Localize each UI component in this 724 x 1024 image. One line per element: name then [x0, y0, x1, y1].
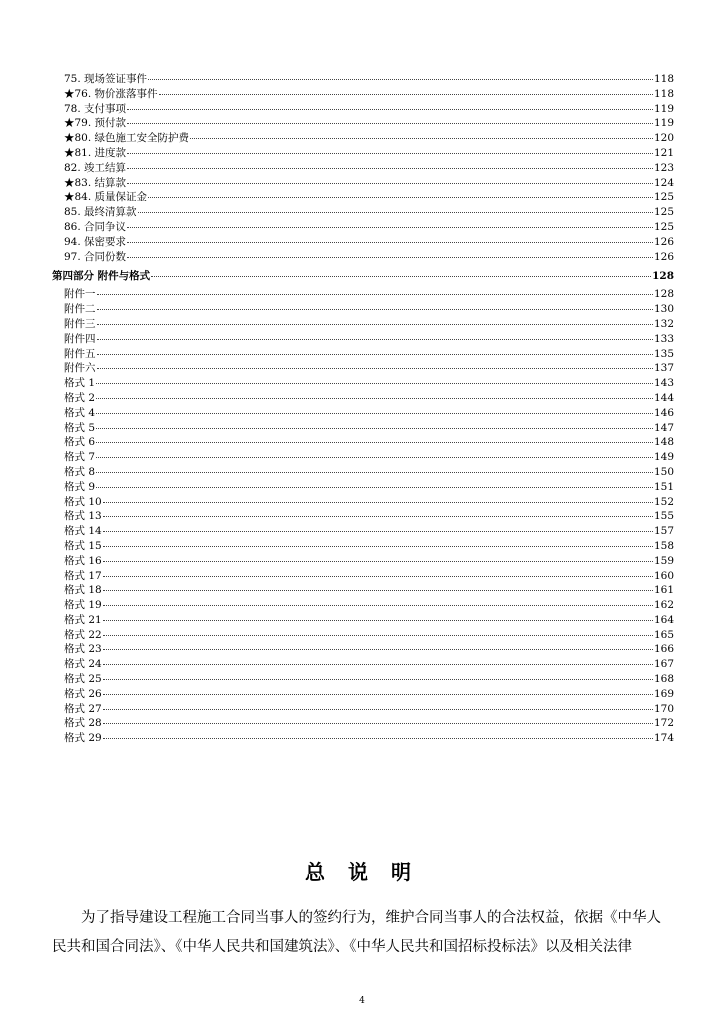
toc-entry-label: 格式 9: [64, 480, 96, 493]
toc-entry-label: 附件五: [64, 347, 96, 360]
toc-entry-label: 格式 14: [64, 525, 102, 538]
toc-entry-page: 155: [653, 510, 674, 523]
toc-leader-dots: [151, 268, 651, 277]
toc-entry-label: 格式 4: [64, 406, 96, 419]
toc-entry-page: 152: [653, 495, 674, 508]
toc-leader-dots: [103, 627, 653, 636]
toc-entry-page: 128: [653, 288, 674, 301]
toc-entry[interactable]: [52, 628, 674, 643]
toc-leader-dots: [103, 641, 653, 650]
toc-entry[interactable]: [52, 495, 674, 510]
toc-entry-page: 162: [653, 599, 674, 612]
toc-entry-page: 143: [653, 377, 674, 390]
toc-leader-dots: [97, 360, 653, 369]
toc-leader-dots: [103, 494, 653, 503]
toc-entry[interactable]: [52, 220, 674, 235]
toc-entry[interactable]: [52, 465, 674, 480]
toc-entry[interactable]: [52, 598, 674, 613]
toc-entry[interactable]: [52, 116, 674, 131]
toc-entry-page: 164: [653, 613, 674, 626]
toc-leader-dots: [103, 553, 653, 562]
toc-entry[interactable]: [52, 302, 674, 317]
toc-entry-label: 格式 19: [64, 599, 102, 612]
toc-leader-dots: [103, 671, 653, 680]
toc-leader-dots: [103, 612, 653, 621]
toc-entry-page: 120: [653, 132, 674, 145]
toc-entry[interactable]: [52, 731, 674, 746]
toc-part-page: 128: [652, 270, 674, 283]
toc-entry-page: 159: [653, 554, 674, 567]
toc-leader-dots: [103, 730, 653, 739]
toc-entry-label: 78. 支付事项: [64, 102, 127, 115]
toc-entry-label: ★76. 物价涨落事件: [64, 87, 158, 100]
toc-entry-label: 附件六: [64, 362, 96, 375]
toc-leader-dots: [97, 286, 653, 295]
toc-entry-label: 94. 保密要求: [64, 235, 127, 248]
toc-entry[interactable]: [52, 332, 674, 347]
toc-leader-dots: [97, 331, 653, 340]
toc-entry-page: 169: [653, 687, 674, 700]
toc-entry[interactable]: [52, 524, 674, 539]
toc-entry-label: 格式 6: [64, 436, 96, 449]
toc-entry-page: 118: [653, 87, 674, 100]
toc-part-label: 第四部分 附件与格式: [52, 270, 151, 283]
toc-entry-label: 附件四: [64, 332, 96, 345]
toc-entry-page: 137: [653, 362, 674, 375]
toc-leader-dots: [96, 390, 653, 399]
toc-entry-label: 格式 10: [64, 495, 102, 508]
toc-entry-page: 148: [653, 436, 674, 449]
toc-entry[interactable]: [52, 539, 674, 554]
toc-leader-dots: [127, 160, 653, 169]
toc-entry[interactable]: [52, 131, 674, 146]
toc-entry[interactable]: [52, 146, 674, 161]
toc-entry-page: 157: [653, 525, 674, 538]
toc-entry-page: 158: [653, 539, 674, 552]
toc-entry-page: 160: [653, 569, 674, 582]
toc-leader-dots: [97, 301, 653, 310]
toc-leader-dots: [159, 86, 653, 95]
toc-entry-label: 82. 竣工结算: [64, 161, 127, 174]
toc-entry[interactable]: [52, 250, 674, 265]
toc-entry-label: 格式 8: [64, 465, 96, 478]
toc-entry-label: 格式 28: [64, 717, 102, 730]
section-title: 总 说 明: [305, 860, 419, 884]
toc-entry-label: 格式 18: [64, 584, 102, 597]
toc-entry-label: 格式 1: [64, 377, 96, 390]
toc-entry[interactable]: [52, 435, 674, 450]
page-number: 4: [359, 996, 365, 1006]
toc-entry-page: 119: [653, 117, 674, 130]
toc-entry-label: 附件三: [64, 317, 96, 330]
toc-entry[interactable]: [52, 347, 674, 362]
toc-entry-label: 75. 现场签证事件: [64, 73, 148, 85]
toc-entry[interactable]: [52, 190, 674, 205]
toc-leader-dots: [148, 71, 653, 80]
toc-entry[interactable]: [52, 450, 674, 465]
toc-entry-page: 132: [653, 317, 674, 330]
toc-entry[interactable]: [52, 480, 674, 495]
toc-entry-page: 150: [653, 465, 674, 478]
toc-entry-label: ★83. 结算款: [64, 176, 127, 189]
toc-leader-dots: [138, 204, 653, 213]
toc-leader-dots: [127, 115, 653, 124]
toc-leader-dots: [103, 686, 653, 695]
toc-entry-page: 161: [653, 584, 674, 597]
toc-entry-page: 118: [653, 73, 674, 85]
toc-leader-dots: [96, 479, 653, 488]
toc-entry-label: ★80. 绿色施工安全防护费: [64, 132, 190, 145]
toc-entry-page: 151: [653, 480, 674, 493]
toc-entry[interactable]: [52, 613, 674, 628]
toc-entry-label: 97. 合同份数: [64, 250, 127, 263]
toc-leader-dots: [96, 420, 653, 429]
toc-entry-label: 格式 23: [64, 643, 102, 656]
toc-entry[interactable]: [52, 72, 674, 87]
toc-entry-page: 146: [653, 406, 674, 419]
toc-entry-label: ★84. 质量保证金: [64, 191, 148, 204]
paragraph-line: 民共和国合同法》、《中华人民共和国建筑法》、《中华人民共和国招标投标法》以及相关法律: [52, 939, 632, 955]
toc-leader-dots: [103, 656, 653, 665]
toc-section-list: [52, 72, 674, 264]
toc-entry-page: 126: [653, 235, 674, 248]
toc-entry-page: 130: [653, 303, 674, 316]
toc-leader-dots: [127, 101, 653, 110]
toc-entry[interactable]: [52, 287, 674, 302]
toc-entry-label: 附件二: [64, 303, 96, 316]
toc-leader-dots: [96, 464, 653, 473]
toc-entry[interactable]: [52, 102, 674, 117]
toc-leader-dots: [96, 434, 653, 443]
toc-entry-label: 格式 17: [64, 569, 102, 582]
toc-leader-dots: [127, 175, 653, 184]
toc-entry[interactable]: [52, 583, 674, 598]
toc-entry-label: 格式 2: [64, 391, 96, 404]
toc-entry-label: 格式 15: [64, 539, 102, 552]
toc-leader-dots: [103, 538, 653, 547]
toc-leader-dots: [190, 130, 653, 139]
toc-leader-dots: [96, 405, 653, 414]
toc-leader-dots: [127, 219, 653, 228]
intro-paragraph: [52, 904, 674, 962]
toc-entry-page: 125: [653, 191, 674, 204]
toc-entry-page: 168: [653, 673, 674, 686]
toc-entry-page: 121: [653, 146, 674, 159]
toc-entry[interactable]: [52, 406, 674, 421]
toc-entry-page: 125: [653, 206, 674, 219]
toc-part-four[interactable]: [52, 267, 674, 285]
toc-entry[interactable]: [52, 687, 674, 702]
toc-entry[interactable]: [52, 376, 674, 391]
toc-leader-dots: [97, 316, 653, 325]
toc-leader-dots: [127, 249, 653, 258]
toc-leader-dots: [148, 189, 653, 198]
toc-entry-page: 165: [653, 628, 674, 641]
toc-leader-dots: [96, 375, 653, 384]
toc-entry-page: 123: [653, 161, 674, 174]
toc-entry-label: 格式 27: [64, 702, 102, 715]
toc-leader-dots: [103, 701, 653, 710]
toc-entry-label: 格式 25: [64, 673, 102, 686]
paragraph-line: 为了指导建设工程施工合同当事人的签约行为，维护合同当事人的合法权益，依据《中华人: [81, 910, 661, 926]
toc-entry-label: 格式 16: [64, 554, 102, 567]
toc-entry-label: 86. 合同争议: [64, 220, 127, 233]
toc-entry-page: 170: [653, 702, 674, 715]
toc-leader-dots: [103, 582, 653, 591]
toc-entry-page: 125: [653, 220, 674, 233]
toc-entry-label: 格式 26: [64, 687, 102, 700]
toc-entry-page: 126: [653, 250, 674, 263]
toc-entry-label: ★81. 进度款: [64, 146, 127, 159]
toc-entry-page: 174: [653, 732, 674, 745]
toc-entry[interactable]: [52, 361, 674, 376]
toc-entry[interactable]: [52, 702, 674, 717]
toc-leader-dots: [97, 346, 653, 355]
toc-entry[interactable]: [52, 421, 674, 436]
toc-entry-page: 124: [653, 176, 674, 189]
toc-entry-page: 166: [653, 643, 674, 656]
toc-leader-dots: [103, 508, 653, 517]
toc-leader-dots: [127, 145, 653, 154]
toc-entry-label: 格式 29: [64, 732, 102, 745]
toc-entry-label: 85. 最终清算款: [64, 206, 137, 219]
toc-entry-page: 167: [653, 658, 674, 671]
toc-entry-page: 133: [653, 332, 674, 345]
table-of-contents: [52, 72, 674, 746]
toc-entry[interactable]: [52, 391, 674, 406]
toc-entry[interactable]: [52, 657, 674, 672]
toc-entry-page: 144: [653, 391, 674, 404]
toc-leader-dots: [103, 568, 653, 577]
toc-entry-label: 附件一: [64, 288, 96, 301]
toc-leader-dots: [103, 715, 653, 724]
toc-entry-label: 格式 5: [64, 421, 96, 434]
toc-leader-dots: [96, 449, 653, 458]
toc-entry[interactable]: [52, 205, 674, 220]
toc-entry-label: ★79. 预付款: [64, 117, 127, 130]
toc-entry[interactable]: [52, 176, 674, 191]
toc-leader-dots: [127, 234, 653, 243]
toc-entry-label: 格式 7: [64, 451, 96, 464]
toc-entry-page: 172: [653, 717, 674, 730]
toc-entry[interactable]: [52, 235, 674, 250]
toc-entry[interactable]: [52, 716, 674, 731]
toc-entry-page: 135: [653, 347, 674, 360]
toc-leader-dots: [103, 523, 653, 532]
toc-entry-label: 格式 21: [64, 613, 102, 626]
toc-entry-page: 119: [653, 102, 674, 115]
toc-appendix-list: [52, 287, 674, 746]
toc-entry-label: 格式 24: [64, 658, 102, 671]
toc-entry[interactable]: [52, 642, 674, 657]
toc-entry[interactable]: [52, 317, 674, 332]
toc-entry-page: 149: [653, 451, 674, 464]
toc-entry[interactable]: [52, 87, 674, 102]
toc-entry[interactable]: [52, 672, 674, 687]
toc-entry[interactable]: [52, 554, 674, 569]
toc-entry[interactable]: [52, 161, 674, 176]
toc-entry-label: 格式 22: [64, 628, 102, 641]
toc-entry[interactable]: [52, 569, 674, 584]
toc-entry-label: 格式 13: [64, 510, 102, 523]
toc-leader-dots: [103, 597, 653, 606]
toc-entry-page: 147: [653, 421, 674, 434]
toc-entry[interactable]: [52, 509, 674, 524]
